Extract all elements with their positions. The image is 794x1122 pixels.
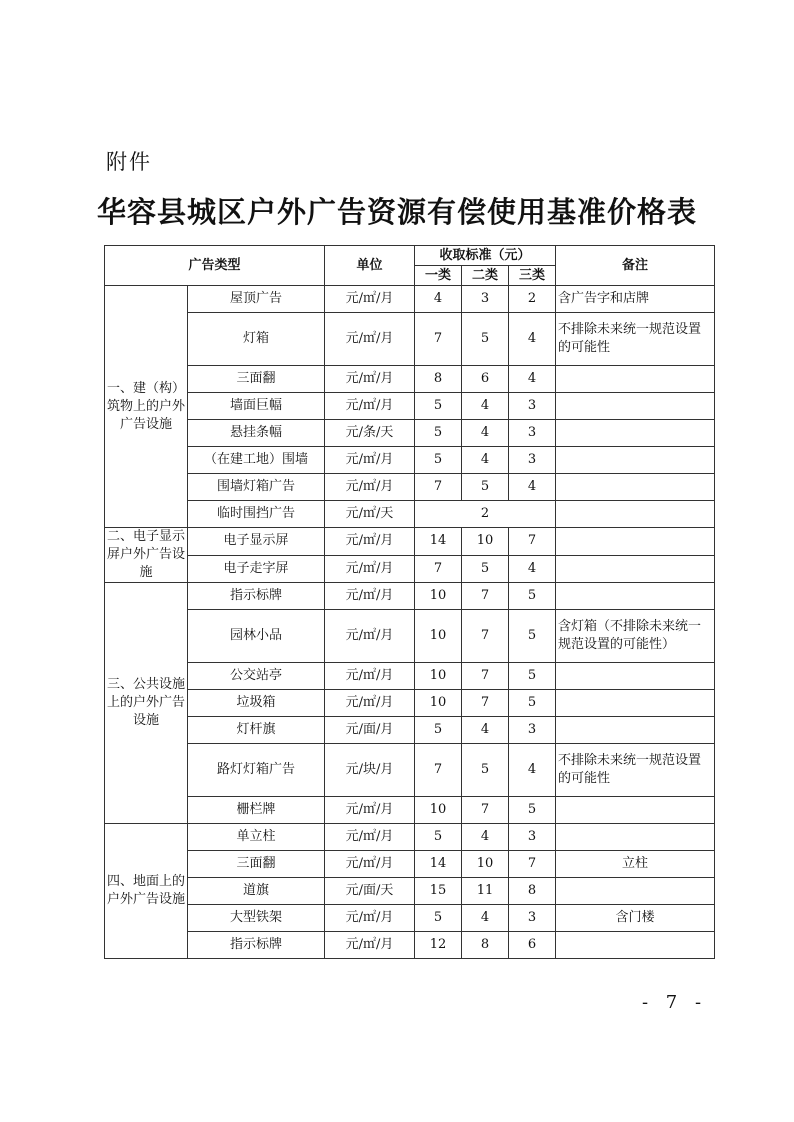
note-cell: 立柱 [556, 851, 715, 878]
table-row [105, 420, 715, 447]
header-unit: 单位 [325, 246, 415, 286]
class-1-cell: 7 [415, 474, 462, 501]
note-cell [556, 878, 715, 905]
class-3-cell: 5 [509, 690, 556, 717]
item-cell: 灯杆旗 [188, 717, 325, 744]
note-cell [556, 690, 715, 717]
table-row [105, 824, 715, 851]
class-1-cell: 5 [415, 905, 462, 932]
table-row [105, 393, 715, 420]
unit-cell: 元/㎡/月 [325, 663, 415, 690]
class-2-cell: 3 [462, 286, 509, 313]
note-cell: 含广告字和店牌 [556, 286, 715, 313]
unit-cell: 元/㎡/月 [325, 474, 415, 501]
table-row [105, 663, 715, 690]
class-2-cell: 4 [462, 824, 509, 851]
item-cell: 墙面巨幅 [188, 393, 325, 420]
table-row [105, 690, 715, 717]
note-cell [556, 555, 715, 583]
table-row [105, 286, 715, 313]
page-number: - 7 - [642, 992, 708, 1013]
table-row [105, 528, 715, 556]
item-cell: 道旗 [188, 878, 325, 905]
note-cell [556, 528, 715, 556]
table-row [105, 717, 715, 744]
unit-cell: 元/㎡/月 [325, 690, 415, 717]
table-row [105, 932, 715, 959]
item-cell: （在建工地）围墙 [188, 447, 325, 474]
unit-cell: 元/㎡/月 [325, 286, 415, 313]
class-1-cell: 7 [415, 555, 462, 583]
unit-cell: 元/㎡/月 [325, 393, 415, 420]
unit-cell: 元/面/天 [325, 878, 415, 905]
item-cell: 栅栏牌 [188, 797, 325, 824]
class-3-cell: 5 [509, 610, 556, 663]
header-ad-type: 广告类型 [105, 246, 325, 286]
class-3-cell: 5 [509, 583, 556, 610]
category-cell: 三、公共设施上的户外广告设施 [105, 583, 188, 824]
unit-cell: 元/㎡/月 [325, 932, 415, 959]
item-cell: 垃圾箱 [188, 690, 325, 717]
note-cell: 含灯箱（不排除未来统一规范设置的可能性） [556, 610, 715, 663]
table-row [105, 744, 715, 797]
class-3-cell: 3 [509, 905, 556, 932]
table-header-row [105, 246, 715, 266]
item-cell: 单立柱 [188, 824, 325, 851]
class-1-cell: 5 [415, 393, 462, 420]
class-3-cell: 3 [509, 824, 556, 851]
unit-cell: 元/㎡/月 [325, 851, 415, 878]
class-2-cell: 11 [462, 878, 509, 905]
item-cell: 电子走字屏 [188, 555, 325, 583]
note-cell [556, 501, 715, 528]
class-1-cell: 10 [415, 797, 462, 824]
class-3-cell: 7 [509, 851, 556, 878]
class-3-cell: 4 [509, 744, 556, 797]
class-3-cell: 8 [509, 878, 556, 905]
item-cell: 指示标牌 [188, 932, 325, 959]
class-2-cell: 7 [462, 797, 509, 824]
unit-cell: 元/㎡/月 [325, 797, 415, 824]
category-cell: 四、地面上的户外广告设施 [105, 824, 188, 959]
item-cell: 三面翻 [188, 851, 325, 878]
unit-cell: 元/㎡/月 [325, 313, 415, 366]
class-1-cell: 5 [415, 447, 462, 474]
class-2-cell: 7 [462, 583, 509, 610]
class-1-cell: 4 [415, 286, 462, 313]
item-cell: 悬挂条幅 [188, 420, 325, 447]
class-2-cell: 7 [462, 610, 509, 663]
class-3-cell: 5 [509, 663, 556, 690]
class-1-cell: 8 [415, 366, 462, 393]
unit-cell: 元/条/天 [325, 420, 415, 447]
class-2-cell: 5 [462, 474, 509, 501]
unit-cell: 元/㎡/月 [325, 447, 415, 474]
item-cell: 围墙灯箱广告 [188, 474, 325, 501]
class-1-cell: 10 [415, 663, 462, 690]
unit-cell: 元/㎡/天 [325, 501, 415, 528]
price-table [104, 245, 715, 959]
table-row [105, 474, 715, 501]
header-class-3: 三类 [509, 266, 556, 286]
item-cell: 灯箱 [188, 313, 325, 366]
item-cell: 路灯灯箱广告 [188, 744, 325, 797]
class-2-cell: 6 [462, 366, 509, 393]
unit-cell: 元/㎡/月 [325, 366, 415, 393]
note-cell [556, 474, 715, 501]
table-row [105, 583, 715, 610]
table-row [105, 313, 715, 366]
note-cell [556, 583, 715, 610]
class-2-cell: 4 [462, 447, 509, 474]
header-class-1: 一类 [415, 266, 462, 286]
note-cell: 不排除未来统一规范设置的可能性 [556, 744, 715, 797]
class-3-cell: 7 [509, 528, 556, 556]
unit-cell: 元/㎡/月 [325, 555, 415, 583]
note-cell: 不排除未来统一规范设置的可能性 [556, 313, 715, 366]
class-1-cell: 14 [415, 851, 462, 878]
document-title: 华容县城区户外广告资源有偿使用基准价格表 [96, 195, 697, 229]
note-cell [556, 797, 715, 824]
table-row [105, 878, 715, 905]
class-1-cell: 7 [415, 744, 462, 797]
unit-cell: 元/面/月 [325, 717, 415, 744]
note-cell [556, 447, 715, 474]
header-note: 备注 [556, 246, 715, 286]
class-3-cell: 2 [509, 286, 556, 313]
category-cell: 二、电子显示屏户外广告设施 [105, 528, 188, 583]
class-1-cell: 10 [415, 690, 462, 717]
class-2-cell: 10 [462, 528, 509, 556]
item-cell: 屋顶广告 [188, 286, 325, 313]
unit-cell: 元/㎡/月 [325, 583, 415, 610]
note-cell [556, 824, 715, 851]
note-cell [556, 393, 715, 420]
class-1-cell: 5 [415, 824, 462, 851]
class-1-cell: 14 [415, 528, 462, 556]
class-1-cell: 7 [415, 313, 462, 366]
class-3-cell: 4 [509, 366, 556, 393]
table-row [105, 851, 715, 878]
header-class-2: 二类 [462, 266, 509, 286]
unit-cell: 元/㎡/月 [325, 905, 415, 932]
class-3-cell: 4 [509, 474, 556, 501]
table-row [105, 366, 715, 393]
class-3-cell: 4 [509, 555, 556, 583]
table-row [105, 610, 715, 663]
class-2-cell: 7 [462, 663, 509, 690]
unit-cell: 元/㎡/月 [325, 824, 415, 851]
class-2-cell: 5 [462, 555, 509, 583]
note-cell [556, 932, 715, 959]
class-2-cell: 7 [462, 690, 509, 717]
unit-cell: 元/㎡/月 [325, 610, 415, 663]
note-cell: 含门楼 [556, 905, 715, 932]
class-3-cell: 4 [509, 313, 556, 366]
item-cell: 大型铁架 [188, 905, 325, 932]
item-cell: 指示标牌 [188, 583, 325, 610]
class-3-cell: 5 [509, 797, 556, 824]
class-2-cell: 4 [462, 905, 509, 932]
table-row [105, 797, 715, 824]
item-cell: 三面翻 [188, 366, 325, 393]
merged-price-cell: 2 [415, 501, 556, 528]
attachment-label: 附件 [106, 150, 152, 174]
note-cell [556, 420, 715, 447]
class-3-cell: 3 [509, 717, 556, 744]
unit-cell: 元/块/月 [325, 744, 415, 797]
table-row [105, 501, 715, 528]
class-3-cell: 3 [509, 393, 556, 420]
class-1-cell: 5 [415, 420, 462, 447]
class-3-cell: 3 [509, 420, 556, 447]
note-cell [556, 717, 715, 744]
item-cell: 园林小品 [188, 610, 325, 663]
class-2-cell: 10 [462, 851, 509, 878]
class-3-cell: 3 [509, 447, 556, 474]
header-standard: 收取标准（元） [415, 246, 556, 266]
note-cell [556, 366, 715, 393]
class-1-cell: 12 [415, 932, 462, 959]
class-2-cell: 4 [462, 393, 509, 420]
unit-cell: 元/㎡/月 [325, 528, 415, 556]
class-2-cell: 4 [462, 717, 509, 744]
table-row [105, 447, 715, 474]
item-cell: 电子显示屏 [188, 528, 325, 556]
table-row [105, 905, 715, 932]
category-cell: 一、建（构）筑物上的户外广告设施 [105, 286, 188, 528]
class-2-cell: 4 [462, 420, 509, 447]
table-row [105, 555, 715, 583]
note-cell [556, 663, 715, 690]
class-1-cell: 10 [415, 610, 462, 663]
class-2-cell: 5 [462, 313, 509, 366]
class-3-cell: 6 [509, 932, 556, 959]
class-2-cell: 8 [462, 932, 509, 959]
item-cell: 临时围挡广告 [188, 501, 325, 528]
class-1-cell: 15 [415, 878, 462, 905]
item-cell: 公交站亭 [188, 663, 325, 690]
class-2-cell: 5 [462, 744, 509, 797]
class-1-cell: 10 [415, 583, 462, 610]
class-1-cell: 5 [415, 717, 462, 744]
